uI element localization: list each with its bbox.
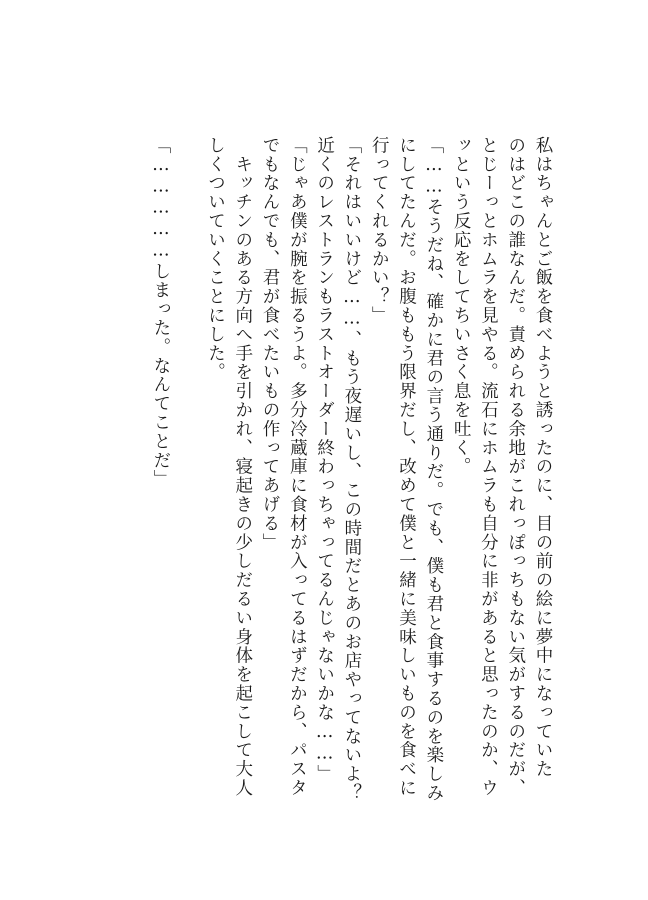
text-line: キッチンのある方向へ手を引かれ、寝起きの少しだるい身体を起こして大人 bbox=[232, 136, 253, 798]
text-line: 近くのレストランもラストオーダー終わっちゃってるんじゃないかな……」 bbox=[314, 136, 335, 784]
text-line: 私はちゃんとご飯を食べようと誘ったのに、目の前の絵に夢中になっていた bbox=[533, 136, 553, 779]
text-line: にしてたんだ。お腹ももう限界だし、改めて僕と一緒に美味しいものを食べに bbox=[396, 136, 417, 798]
blank-line bbox=[174, 136, 201, 776]
text-line: とじーっとホムラを見やる。流石にホムラも自分に非があると思ったのか、ウ bbox=[478, 136, 499, 798]
vertical-text-body bbox=[147, 136, 556, 803]
text-line: しくついていくことにした。 bbox=[205, 136, 226, 382]
text-line: 「……………しまった。なんてことだ」 bbox=[150, 136, 171, 489]
text-line: 「……そうだね、確かに君の言う通りだ。でも、僕も君と食事するのを楽しみ bbox=[423, 136, 444, 803]
text-line: 「じゃあ僕が腕を振るうよ。多分冷蔵庫に食材が入ってるはずだから、パスタ bbox=[287, 136, 308, 798]
text-line: 「それはいいけど……、もう夜遅いし、この時間だとあのお店やってないよ？ bbox=[341, 136, 362, 803]
text-line: ッという反応をしてちいさく息を吐く。 bbox=[451, 136, 472, 477]
text-line: 行ってくれるかい？」 bbox=[369, 136, 390, 325]
text-line: のはどこの誰なんだ。責められる余地がこれっぽっちもない気がするのだが、 bbox=[505, 136, 526, 798]
text-line: でもなんでも、君が食べたいもの作ってあげる」 bbox=[260, 136, 281, 552]
